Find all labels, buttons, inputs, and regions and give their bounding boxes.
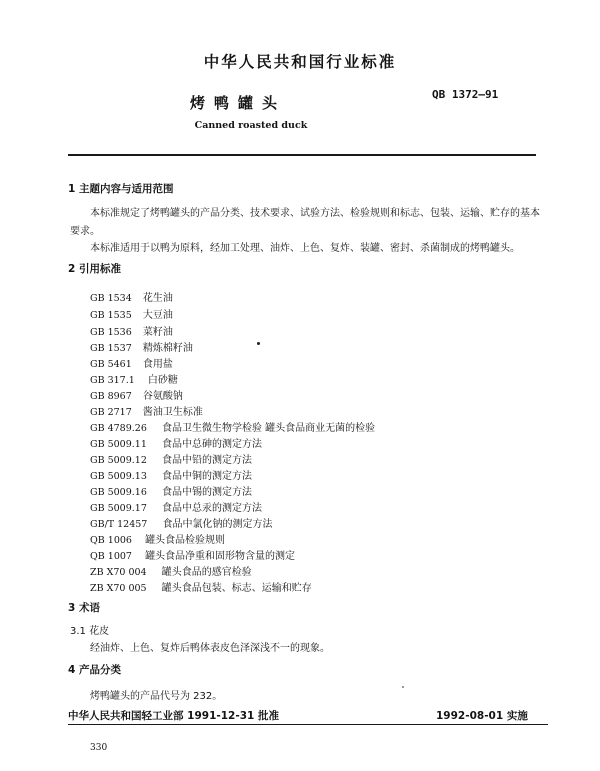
- reference-name: 白砂糖: [147, 375, 178, 386]
- reference-name: 食品卫生微生物学检验 罐头食品商业无菌的检验: [161, 423, 376, 434]
- reference-code: GB 5009.13: [90, 471, 147, 482]
- reference-code: QB 1007: [90, 551, 132, 562]
- reference-name: 罐头食品的感官检验: [161, 567, 252, 578]
- reference-name: 酱油卫生标准: [142, 407, 203, 418]
- subsection-3-1-heading: 3.1 花皮: [70, 626, 110, 637]
- reference-code: ZB X70 005: [90, 583, 147, 594]
- english-title: Canned roasted duck: [194, 120, 308, 131]
- reference-name: 罐头食品包装、标志、运输和贮存: [161, 583, 312, 594]
- standard-code: QB 1372—91: [432, 88, 499, 101]
- reference-name: 食品中氯化钠的测定方法: [162, 519, 273, 530]
- reference-code: GB/T 12457: [90, 519, 148, 530]
- issuing-agency: 中华人民共和国行业标准: [203, 53, 397, 71]
- subsection-3-1-text: 经油炸、上色、复炸后鸭体表皮色泽深浅不一的现象。: [90, 643, 330, 654]
- section-3-heading: 3 术语: [68, 602, 100, 614]
- section-4-heading: 4 产品分类: [68, 664, 121, 676]
- scan-speck: [402, 686, 404, 688]
- reference-code: ZB X70 004: [90, 567, 147, 578]
- reference-name: 食品中总汞的测定方法: [161, 503, 262, 514]
- reference-item: [90, 576, 312, 595]
- reference-name: 菜籽油: [142, 327, 173, 338]
- reference-code: QB 1006: [90, 535, 132, 546]
- reference-name: 谷氨酸钠: [142, 391, 183, 402]
- approval-line: 中华人民共和国轻工业部 1991-12-31 批准: [68, 710, 279, 722]
- reference-name: 大豆油: [142, 310, 173, 321]
- reference-name: 罐头食品净重和固形物含量的测定: [145, 551, 296, 562]
- footer-divider: [68, 724, 548, 725]
- reference-code: GB 5461: [90, 359, 132, 370]
- reference-code: GB 4789.26: [90, 423, 147, 434]
- reference-code: GB 317.1: [90, 375, 135, 386]
- reference-name: 食品中铜的测定方法: [161, 471, 252, 482]
- reference-code: GB 5009.17: [90, 503, 147, 514]
- reference-name: 罐头食品检验规则: [145, 535, 226, 546]
- effective-date: 1992-08-01 实施: [436, 710, 528, 722]
- reference-name: 食品中总砷的测定方法: [161, 439, 262, 450]
- reference-code: GB 5009.12: [90, 455, 147, 466]
- reference-name: 食用盐: [142, 359, 173, 370]
- section-2-heading: 2 引用标准: [68, 263, 121, 275]
- reference-name: 精炼棉籽油: [142, 343, 193, 354]
- reference-name: 食品中锡的测定方法: [161, 487, 252, 498]
- section-1-paragraph-2: 本标准适用于以鸭为原料，经加工处理、油炸、上色、复炸、装罐、密封、杀菌制成的烤鸭罐头。: [90, 243, 520, 254]
- reference-name: 花生油: [142, 293, 173, 304]
- reference-code: GB 2717: [90, 407, 132, 418]
- section-4-text: 烤鸭罐头的产品代号为 232。: [90, 691, 223, 702]
- header-divider: [68, 154, 536, 156]
- reference-name: 食品中铅的测定方法: [161, 455, 252, 466]
- reference-code: GB 1534: [90, 293, 132, 304]
- section-1-paragraph-1-line-1: 本标准规定了烤鸭罐头的产品分类、技术要求、试验方法、检验规则和标志、包装、运输、贮存的基本: [90, 208, 540, 219]
- reference-code: GB 1537: [90, 343, 132, 354]
- page-number: 330: [90, 743, 108, 753]
- document-title: 烤鸭罐头: [190, 94, 287, 112]
- reference-code: GB 5009.16: [90, 487, 147, 498]
- reference-code: GB 8967: [90, 391, 132, 402]
- reference-code: GB 1536: [90, 327, 132, 338]
- reference-code: GB 1535: [90, 310, 132, 321]
- reference-code: GB 5009.11: [90, 439, 147, 450]
- section-1-heading: 1 主题内容与适用范围: [68, 183, 174, 195]
- section-1-paragraph-1-line-2: 要求。: [70, 226, 100, 237]
- scan-speck: [257, 342, 260, 345]
